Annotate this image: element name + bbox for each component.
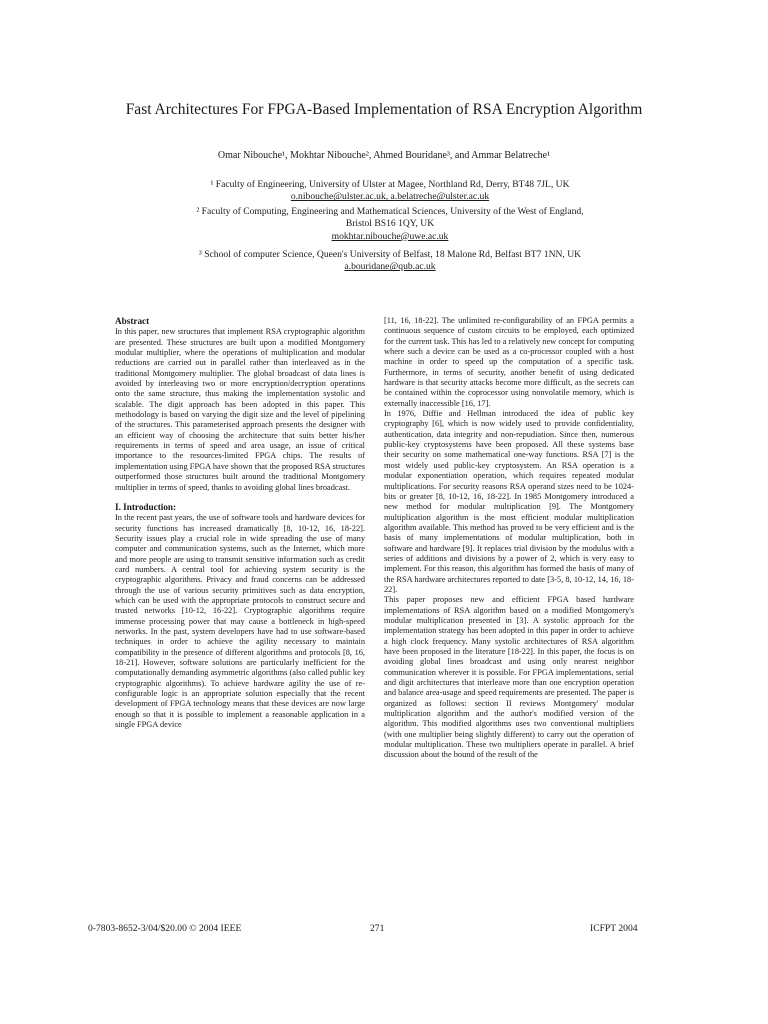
abstract-text: In this paper, new structures that implement RSA cryptographic algorithm are presented. These structures are built upon a modified Montgomery modular multiplier, where the operations of multiplication and modular reductions are carried out in parallel rather than interleaved as in the traditional Montgomery multiplier. The global broadcast of data lines is avoided by interleaving two or more encryption/decryption operations onto the same structure, thus making the implementation systolic and scalable. The digit approach has been adopted in this paper. This methodology is based on varying the digit size and the level of pipelining of the structures. This parameterised approach presents the designer with an efficient way of choosing the architecture that suits better his/her requirements in terms of speed and area usage, an issue of critical importance to the resources-limited FPGA chips. The results of implementation using FPGA have shown that the proposed RSA structures outperformed those structures built around the traditional Montgomery multiplier in terms of speed, thanks to avoiding global lines broadcast. bbox=[115, 327, 365, 492]
page-number: 271 bbox=[370, 923, 385, 934]
affiliation-2-email[interactable]: mokhtar.nibouche@uwe.ac.uk bbox=[331, 230, 449, 242]
left-column bbox=[115, 316, 365, 730]
footer-copyright: 0-7803-8652-3/04/$20.00 © 2004 IEEE bbox=[88, 923, 242, 934]
right-paragraph-1: [11, 16, 18-22]. The unlimited re-configurability of an FPGA permits a continuous sequence of custom circuits to be employed, each optimized for the current task. This has led to a relatively new concept for computing where such a device can be used as a co-processor coupled with a host machine in order to speed up the computation of a specific task. Furthermore, in terms of security, another benefit of using dedicated hardware is that security attacks become more difficult, as the secrets can be contained within the coprocessor using nonvolatile memory, which is externally inaccessible [16, 17]. bbox=[384, 316, 634, 408]
affiliation-2-city: Bristol BS16 1QY, UK bbox=[345, 218, 435, 230]
right-column bbox=[384, 316, 634, 761]
paper-title: Fast Architectures For FPGA-Based Implementation of RSA Encryption Algorithm bbox=[125, 101, 643, 118]
abstract-heading: Abstract bbox=[115, 316, 150, 326]
introduction-heading: I. Introduction: bbox=[115, 501, 177, 512]
affiliation-3-email[interactable]: a.bouridane@qub.ac.uk bbox=[344, 261, 436, 273]
footer-conference: ICFPT 2004 bbox=[590, 923, 638, 934]
affiliation-1-address: ¹ Faculty of Engineering, University of Ulster at Magee, Northland Rd, Derry, BT48 7JL, UK bbox=[210, 179, 570, 190]
introduction-text: In the recent past years, the use of software tools and hardware devices for security functions has increased dramatically [8, 10-12, 16, 18-22]. Security issues play a crucial role in wide spreading the use of many computer and communication systems, such as the Internet, which more and more people are using to transmit sensitive information such as credit card numbers. A central tool for achieving system security is the cryptographic algorithms. Privacy and fraud concerns can be addressed through the use of various security primitives such as data encryption, which can be used with the appropriate protocols to construct secure and trusted networks [10-12, 16-22]. Cryptographic algorithms require immense processing power that may cause a bottleneck in high-speed networks. In the past, system developers have had to use software-based techniques in order to achieve the agility necessary to maintain compatibility in the presence of different algorithms and protocols [8, 16, 18-21]. However, software solutions are particularly inefficient for the computationally demanding asymmetric algorithms (also called public key cryptographic algorithms). To achieve hardware agility the use of re-configurable logic is an appropriate solution especially that the recent development of FPGA technology means that these devices are now large enough so that it is possible to implement a reasonable application in a single FPGA device bbox=[115, 513, 365, 730]
affiliation-3-address: ³ School of computer Science, Queen's University of Belfast, 18 Malone Rd, Belfast BT7 1NN, UK bbox=[198, 249, 582, 260]
right-paragraph-3: This paper proposes new and efficient FPGA based hardware implementations of RSA algorithm based on a modified Montgomery's modular multiplication presented in [3]. A systolic approach for the implementation strategy has been adopted in this paper in order to achieve a high clock frequency. Many systolic architectures of RSA algorithm have been proposed in the literature [18-22]. In this paper, the focus is on avoiding global lines broadcast and using only nearest neighbor communication wherever it is possible. For FPGA implementations, serial and digit architectures that interleave more than one encryption operation and balance area-usage and speed requirements are presented. The paper is organized as follows: section II reviews Montgomery' modular multiplication algorithm and the author's modified version of the algorithm. This modified algorithms uses two conventional multipliers (with one multiplier being slightly different) to carry out the operation of modular multiplication. These two multipliers operate in parallel. A brief discussion about the bound of the result of the bbox=[384, 595, 634, 760]
right-paragraph-2: In 1976, Diffie and Hellman introduced the idea of public key cryptography [6], which is now widely used to provide confidentiality, authentication, data integrity and non-repudiation. Since then, numerous public-key cryptosystems have been proposed. All these systems base their security on some mathematical one-way functions. RSA [7] is the most widely used public-key cryptosystem. An RSA operation is a modular exponentiation operation, which requires repeated modular multiplications. For security reasons RSA operand sizes need to be 1024-bits or greater [8, 10-12, 16, 18-22]. In 1985 Montgomery introduced a new method for modular multiplication [9]. The Montgomery multiplication algorithm is the most efficient modular multiplication algorithm available. This method has proved to be very efficient and is the basis of many implementations of modular multiplication, both in software and hardware [9]. It replaces trial division by the modulus with a series of additions and divisions by a power of 2, which is very easy to implement. For this reason, this algorithm has formed the basis of many of the RSA hardware architectures reported to date [3-5, 8, 10-12, 14, 16, 18-22]. bbox=[384, 409, 634, 594]
affiliation-2-address: ² Faculty of Computing, Engineering and Mathematical Sciences, University of the West of England, bbox=[196, 206, 584, 217]
affiliation-1-email[interactable]: o.nibouche@ulster.ac.uk, a.belatreche@ulster.ac.uk bbox=[290, 191, 490, 203]
affiliation-1 bbox=[120, 179, 660, 204]
affiliation-2 bbox=[120, 206, 660, 243]
author-list: Omar Nibouche¹, Mokhtar Nibouche², Ahmed Bouridane³, and Ammar Belatreche¹ bbox=[217, 150, 551, 161]
affiliation-3 bbox=[120, 249, 660, 274]
